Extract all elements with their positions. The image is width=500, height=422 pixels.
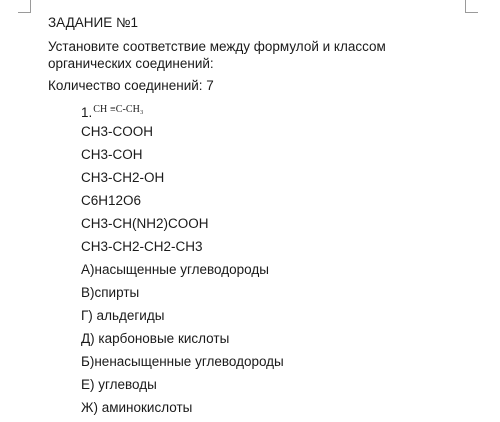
task-title: ЗАДАНИЕ №1 [48,15,138,30]
task-instruction: Установите соответствие между формулой и классом органических соединений: [48,39,386,71]
class-option-g: Г) альдегиды [81,308,165,323]
page-corner-mark-left [18,0,31,13]
class-option-a: А)насыщенные углеводороды [81,262,269,277]
class-option-d: Д) карбоновые кислоты [81,331,230,346]
formula-item-3: CH3-COH [81,147,143,162]
compound-count: Количество соединений: 7 [48,78,214,93]
page-corner-mark-right [465,0,478,13]
formula-image-text: CH ≡C-CH₃ [93,104,144,115]
formula-item-5: C6H12O6 [81,193,142,208]
formula-item-6: CH3-CH(NH2)COOH [81,216,209,231]
formula-item-7: CH3-CH2-CH2-CH3 [81,239,203,254]
class-option-b: Б)ненасыщенные углеводороды [81,354,284,369]
class-option-zh: Ж) аминокислоты [81,400,193,415]
formula-item-1 [81,101,144,121]
formula-item-4: CH3-CH2-OH [81,170,165,185]
formula-item-number: 1. [81,105,93,120]
class-option-v: В)спирты [81,285,140,300]
class-option-e: Е) углеводы [81,377,157,392]
formula-item-2: CH3-COOH [81,124,154,139]
